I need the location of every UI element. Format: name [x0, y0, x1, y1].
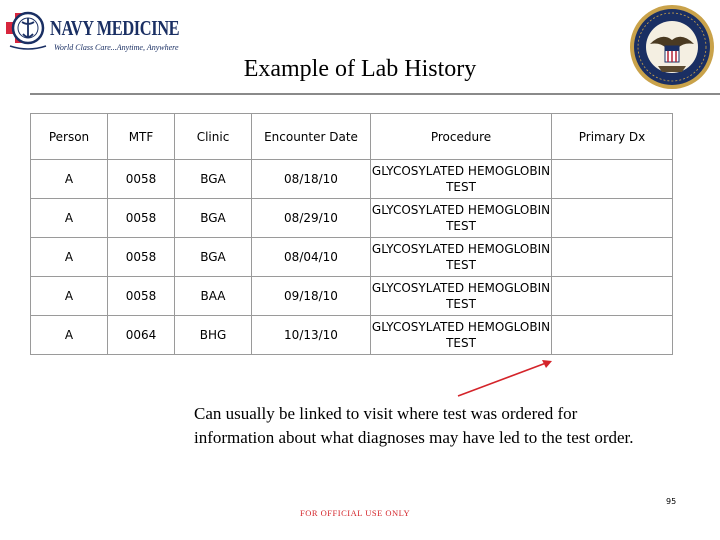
cell-procedure: GLYCOSYLATED HEMOGLOBIN TEST — [371, 199, 552, 238]
page-number: 95 — [666, 497, 677, 506]
column-header-encounter-date: Encounter Date — [252, 114, 371, 160]
cell-mtf: 0058 — [108, 238, 175, 277]
cell-clinic: BGA — [175, 238, 252, 277]
cell-encounter-date: 09/18/10 — [252, 277, 371, 316]
logo-tagline: World Class Care...Anytime, Anywhere — [54, 43, 179, 52]
column-header-procedure: Procedure — [371, 114, 552, 160]
cell-person: A — [31, 238, 108, 277]
cell-clinic: BHG — [175, 316, 252, 355]
cell-encounter-date: 08/29/10 — [252, 199, 371, 238]
cell-clinic: BGA — [175, 199, 252, 238]
cell-encounter-date: 10/13/10 — [252, 316, 371, 355]
column-header-mtf: MTF — [108, 114, 175, 160]
cell-mtf: 0058 — [108, 199, 175, 238]
annotation-note: Can usually be linked to visit where test was ordered for information about what diagnoses may have led to the test order. — [194, 404, 634, 447]
column-header-clinic: Clinic — [175, 114, 252, 160]
cell-encounter-date: 08/18/10 — [252, 160, 371, 199]
column-header-person: Person — [31, 114, 108, 160]
cell-procedure: GLYCOSYLATED HEMOGLOBIN TEST — [371, 238, 552, 277]
cell-person: A — [31, 316, 108, 355]
page-title: Example of Lab History — [243, 56, 477, 82]
cell-clinic: BGA — [175, 160, 252, 199]
cell-clinic: BAA — [175, 277, 252, 316]
cell-procedure: GLYCOSYLATED HEMOGLOBIN TEST — [371, 316, 552, 355]
cell-person: A — [31, 160, 108, 199]
cell-person: A — [31, 199, 108, 238]
official-use-footer: FOR OFFICIAL USE ONLY — [300, 508, 411, 518]
logo-name: NAVY MEDICINE — [50, 16, 180, 40]
cell-mtf: 0064 — [108, 316, 175, 355]
cell-mtf: 0058 — [108, 160, 175, 199]
cell-procedure: GLYCOSYLATED HEMOGLOBIN TEST — [371, 277, 552, 316]
cell-procedure: GLYCOSYLATED HEMOGLOBIN TEST — [371, 160, 552, 199]
column-header-primary-dx: Primary Dx — [552, 114, 673, 160]
cell-encounter-date: 08/04/10 — [252, 238, 371, 277]
cell-person: A — [31, 277, 108, 316]
cell-mtf: 0058 — [108, 277, 175, 316]
